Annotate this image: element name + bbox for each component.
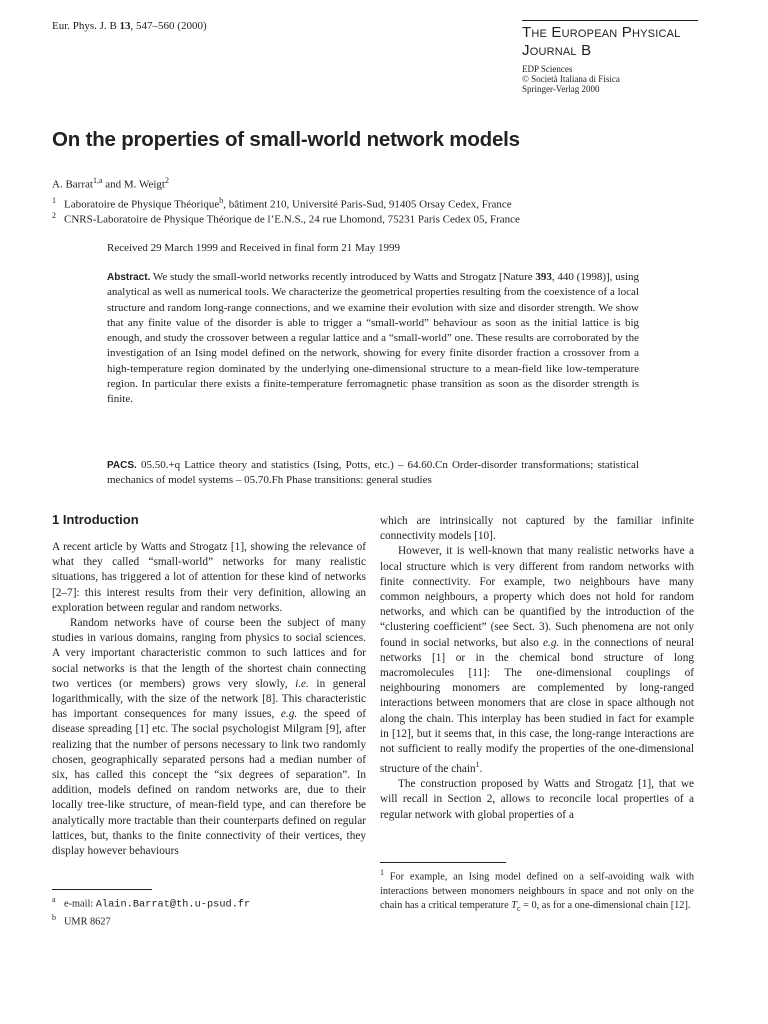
paragraph: which are intrinsically not captured by the familiar infinite connectivity models [10]. <box>380 515 694 543</box>
footnote-rule <box>52 889 152 890</box>
paragraph-text: in the connections of neural networks [1] or in the chemical bond structure of long macromolecules [11]: The one-dimensional couplings of neighbouring monomers are complemented by long-ranged interactions between monomers that are close in space although not along the chain. This interplay has been studied in fact for example in [12], but it seems that, in this case, the long-range interactions are not sufficient to really modify the properties of the one-dimensional structure of the chain <box>380 636 694 776</box>
footnote-mark: a <box>52 895 56 904</box>
paragraph: The construction proposed by Watts and Strogatz [1], that we will recall in Section 2, allows to reconcile local properties of a regular network with global properties of a <box>380 778 694 821</box>
footnote-a <box>52 893 250 911</box>
footnote-text: = 0, as for a one-dimensional chain [12]. <box>520 900 691 912</box>
footnotes-left <box>52 893 250 930</box>
footnote-rule <box>380 862 506 863</box>
footnote-1 <box>380 866 694 917</box>
publisher-line-3: Springer-Verlag 2000 <box>522 84 600 94</box>
pacs-text: 05.50.+q Lattice theory and statistics (Ising, Potts, etc.) – 64.60.Cn Order-disorder transformations; statistical mechanics of model systems – 05.70.Fh Phase transitions: general studies <box>107 459 639 487</box>
affiliation-footnote-mark: b <box>219 196 224 205</box>
citation-suffix: , 547–560 (2000) <box>130 20 207 32</box>
paragraph-text: . <box>479 763 483 776</box>
received-dates: Received 29 March 1999 and Received in final form 21 May 1999 <box>107 242 400 254</box>
math-tc: T <box>511 900 517 912</box>
author-2-marks: 2 <box>164 176 169 185</box>
emphasis-eg: e.g. <box>542 636 560 649</box>
paragraph-text: Random networks have of course been the subject of many studies in various domains, ranging from physics to social sciences. A very important characteristic common to such lattices and for social networks is that the length of the shortest chain connecting two vertices (or members) grows very slowly, <box>52 617 366 690</box>
footnote-text: For example, an Ising model defined on a self-avoiding walk with interactions between monomers neighbours in space and not only on the chain has a critical temperature <box>380 871 694 912</box>
pacs-codes <box>107 458 639 489</box>
journal-citation <box>52 20 207 32</box>
paragraph <box>52 616 366 859</box>
affiliation-number: 2 <box>52 211 56 220</box>
journal-rule <box>522 20 698 21</box>
journal-name: The European Physical Journal B <box>522 24 681 59</box>
abstract-volume: 393 <box>535 271 552 283</box>
section-heading-introduction: 1 Introduction <box>52 512 139 527</box>
email-address: Alain.Barrat@th.u-psud.fr <box>95 898 251 911</box>
abstract-text-1: We study the small-world networks recently introduced by Watts and Strogatz [Nature <box>150 271 536 283</box>
publisher-line-2: © Società Italiana di Fisica <box>522 74 620 84</box>
publisher-line-1: EDP Sciences <box>522 64 573 74</box>
left-column <box>52 540 366 859</box>
footnote-b <box>52 911 250 929</box>
abstract-text-2: , 440 (1998)], using analytical as well as numerical tools. We characterize the geometrical properties resulting from the coexistence of a local structure and random long-range connections, and we examine their evolution with size and disorder strength. We show that any finite value of the disorder is able to trigger a “small-world” behaviour as soon as the initial lattice is big enough, and study the crossover between a regular lattice and a “small-world” one. These results are corroborated by the investigation of an Ising model defined on the network, showing for every finite disorder fraction a crossover from a high-temperature region dominated by the underlying one-dimensional structure to a mean-field like low-temperature region. In particular there exists a finite-temperature ferromagnetic phase transition as soon as the disorder strength is finite. <box>107 271 640 406</box>
affiliation-number: 1 <box>52 196 56 205</box>
paragraph: A recent article by Watts and Strogatz [1], showing the relevance of what they called “small-world” networks for many realistic situations, has triggered a lot of attention for these kind of networks [2–7]: this interest results from their very definition, allowing an exploration between regular and random networks. <box>52 541 366 614</box>
emphasis-ie: i.e. <box>295 677 309 690</box>
paragraph-text: However, it is well-known that many realistic networks have a local structure which is very different from random networks with finite connectivity. For example, two neighbours have many common neighbours, a property which does not hold for random networks, and which can be quantified by the introduction of the “clustering coefficient” (see Sect. 3). Such phenomena are not only found in social networks, but also <box>380 545 694 649</box>
affiliation-text: Laboratoire de Physique Théorique <box>64 198 220 211</box>
abstract <box>107 270 639 408</box>
affiliation-text: CNRS-Laboratoire de Physique Théorique de l’E.N.S., 24 rue Lhomond, 75231 Paris Cedex 05, France <box>64 213 520 226</box>
author-1: A. Barrat <box>52 178 93 191</box>
author-2: and M. Weigt <box>102 178 165 191</box>
emphasis-eg: e.g. <box>280 708 298 721</box>
abstract-heading: Abstract. <box>107 272 151 283</box>
author-list <box>52 176 169 191</box>
paragraph-text: in general logarithmically, with the size of the network [8]. This characteristic has important consequences for many issues, <box>52 677 366 721</box>
math-subscript: c <box>516 904 521 914</box>
citation-prefix: Eur. Phys. J. B <box>52 20 120 32</box>
author-1-marks: 1,a <box>92 176 103 185</box>
affiliation-address: , bâtiment 210, Université Paris-Sud, 91405 Orsay Cedex, France <box>223 198 512 211</box>
footnote-label: UMR 8627 <box>64 916 111 928</box>
paragraph-text: the speed of disease spreading [1] etc. The social psychologist Milgram [9], after realizing that the number of persons necessary to link two randomly chosen, geographically separated persons had a median number of six, has called this concept the “six degrees of separation”. In addition, models defined on random networks are, due to their locally tree-like structure, of mean-field type, and can therefore be analytically more tractable than their counterparts defined on regular lattices, but, thanks to the finite connectivity of their vertices, they display however behaviours <box>52 708 366 858</box>
footnote-mark: b <box>52 913 56 923</box>
pacs-heading: PACS. <box>107 460 137 471</box>
paragraph <box>380 544 694 777</box>
affiliation-1 <box>52 196 512 211</box>
paper-title: On the properties of small-world network models <box>52 128 520 151</box>
footnote-label: e-mail: <box>64 898 96 910</box>
right-column <box>380 514 694 823</box>
affiliation-2 <box>52 211 520 226</box>
journal-masthead <box>522 20 698 94</box>
footnote-mark: 1 <box>380 868 384 877</box>
footnote-reference: 1 <box>475 760 480 770</box>
citation-volume: 13 <box>119 20 131 32</box>
